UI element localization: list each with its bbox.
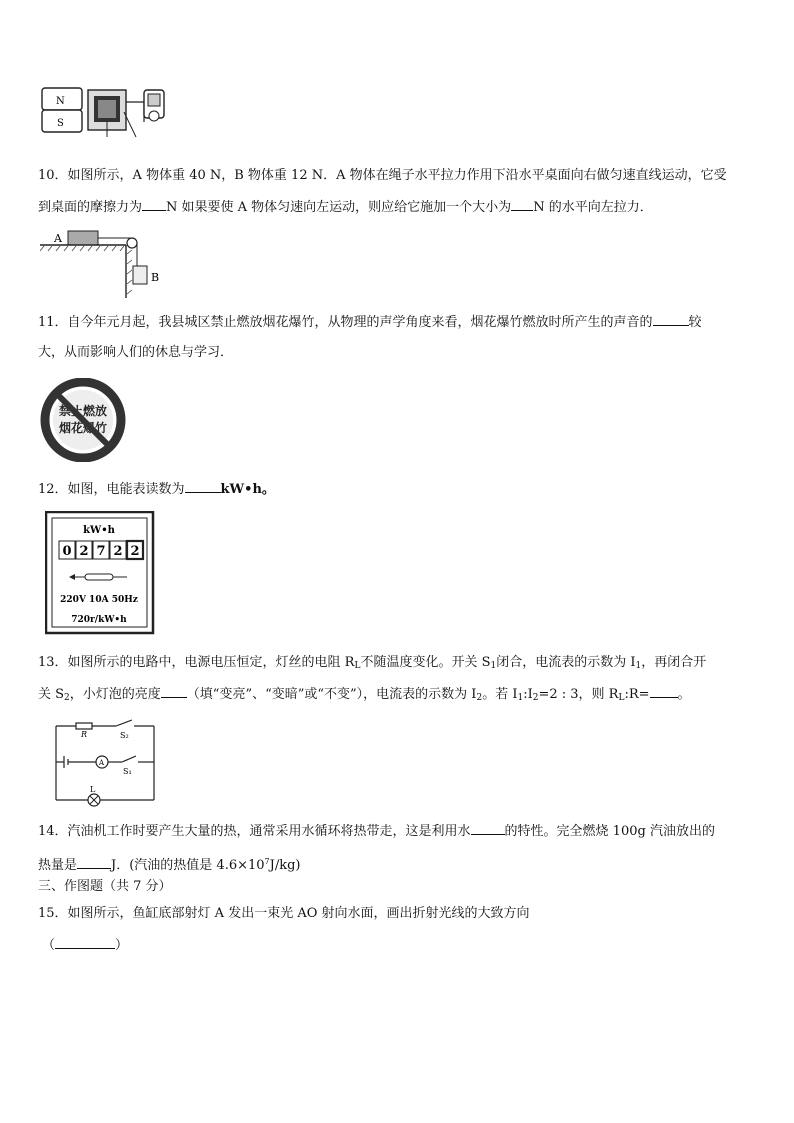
circuit-label-r: R — [81, 730, 88, 739]
circuit-label-s2: S₂ — [120, 731, 129, 740]
figure-electric-meter — [45, 511, 155, 635]
answer-blank[interactable] — [511, 198, 533, 211]
circuit-label-lamp: L — [90, 785, 96, 794]
q13-line1: 13．如图所示的电路中，电源电压恒定，灯丝的电阻 $R_L$不随温度变化。开关 $S_1$闭合，电流表的示数为 $I_1$，再闭合开 — [38, 655, 707, 671]
q11-line1: 11．自今年元月起，我县城区禁止燃放烟花爆竹，从物理的声学角度来看，烟花爆竹燃放时所产生的声音的 较 — [38, 315, 702, 330]
q14-line1: 14．汽油机工作时要产生大量的热，通常采用水循环将热带走，这是利用水 的特性。完全燃烧 100g 汽油放出的 — [38, 824, 715, 839]
sign-text-top: 禁止燃放 — [58, 404, 108, 418]
magnet-n-label: N — [56, 96, 65, 107]
meter-digit: 2 — [113, 544, 123, 559]
answer-blank[interactable] — [471, 822, 505, 835]
q13-line2: 关 $S_2$，小灯泡的亮度 （填“变亮”、“变暗”或“不变”），电流表的示数为 $I_2$。若 $I_1:I_2=2$ : 3，则 $R_L:R=$ 。 — [38, 687, 691, 703]
magnet-s-label: S — [57, 118, 64, 129]
sign-text-bottom: 烟花爆竹 — [58, 421, 108, 435]
circuit-label-s1: S₁ — [123, 767, 132, 776]
figure-magnet-device — [40, 82, 170, 142]
figure-no-fireworks-sign — [40, 378, 130, 462]
meter-digit: 2 — [130, 544, 140, 559]
q10-line2: 到桌面的摩擦力为 N 如果要使 A 物体匀速向左运动，则应给它施加一个大小为 N 的水平向左拉力． — [38, 200, 653, 215]
figure-pulley-table — [40, 226, 170, 300]
section-heading: 三、作图题（共 7 分） — [38, 879, 172, 894]
meter-rev: 720r/kW•h — [71, 615, 127, 625]
q10-line1: 10．如图所示，A 物体重 40 N，B 物体重 12 N．A 物体在绳子水平拉力作用下沿水平桌面向右做匀速直线运动，它受 — [38, 168, 727, 183]
meter-digit: 0 — [62, 544, 72, 559]
q14-line2: 热量是 J．(汽油的热值是 $4.6\times 10^7J/kg$) — [38, 857, 301, 873]
meter-digit: 2 — [79, 544, 89, 559]
meter-unit: kW•h — [83, 525, 115, 536]
meter-digit: 7 — [96, 544, 106, 559]
circuit-label-ammeter: A — [99, 759, 105, 767]
block-b-label: B — [151, 271, 160, 284]
answer-blank[interactable] — [77, 856, 111, 869]
meter-spec: 220V 10A 50Hz — [60, 595, 138, 605]
q11-line2: 大，从而影响人们的休息与学习． — [38, 345, 234, 360]
answer-blank[interactable] — [650, 685, 678, 698]
answer-blank[interactable] — [161, 685, 187, 698]
figure-circuit — [50, 718, 162, 810]
q12-text: 12．如图，电能表读数为 kW•h。 — [38, 482, 275, 497]
answer-blank[interactable] — [653, 313, 689, 326]
q15-line1: 15．如图所示，鱼缸底部射灯 A 发出一束光 AO 射向水面，画出折射光线的大致方向 — [38, 906, 530, 921]
q15-answer: （ ） — [42, 938, 129, 953]
answer-blank[interactable] — [185, 480, 221, 493]
answer-blank[interactable] — [142, 198, 166, 211]
answer-blank[interactable] — [55, 936, 115, 949]
block-a-label: A — [54, 232, 62, 245]
